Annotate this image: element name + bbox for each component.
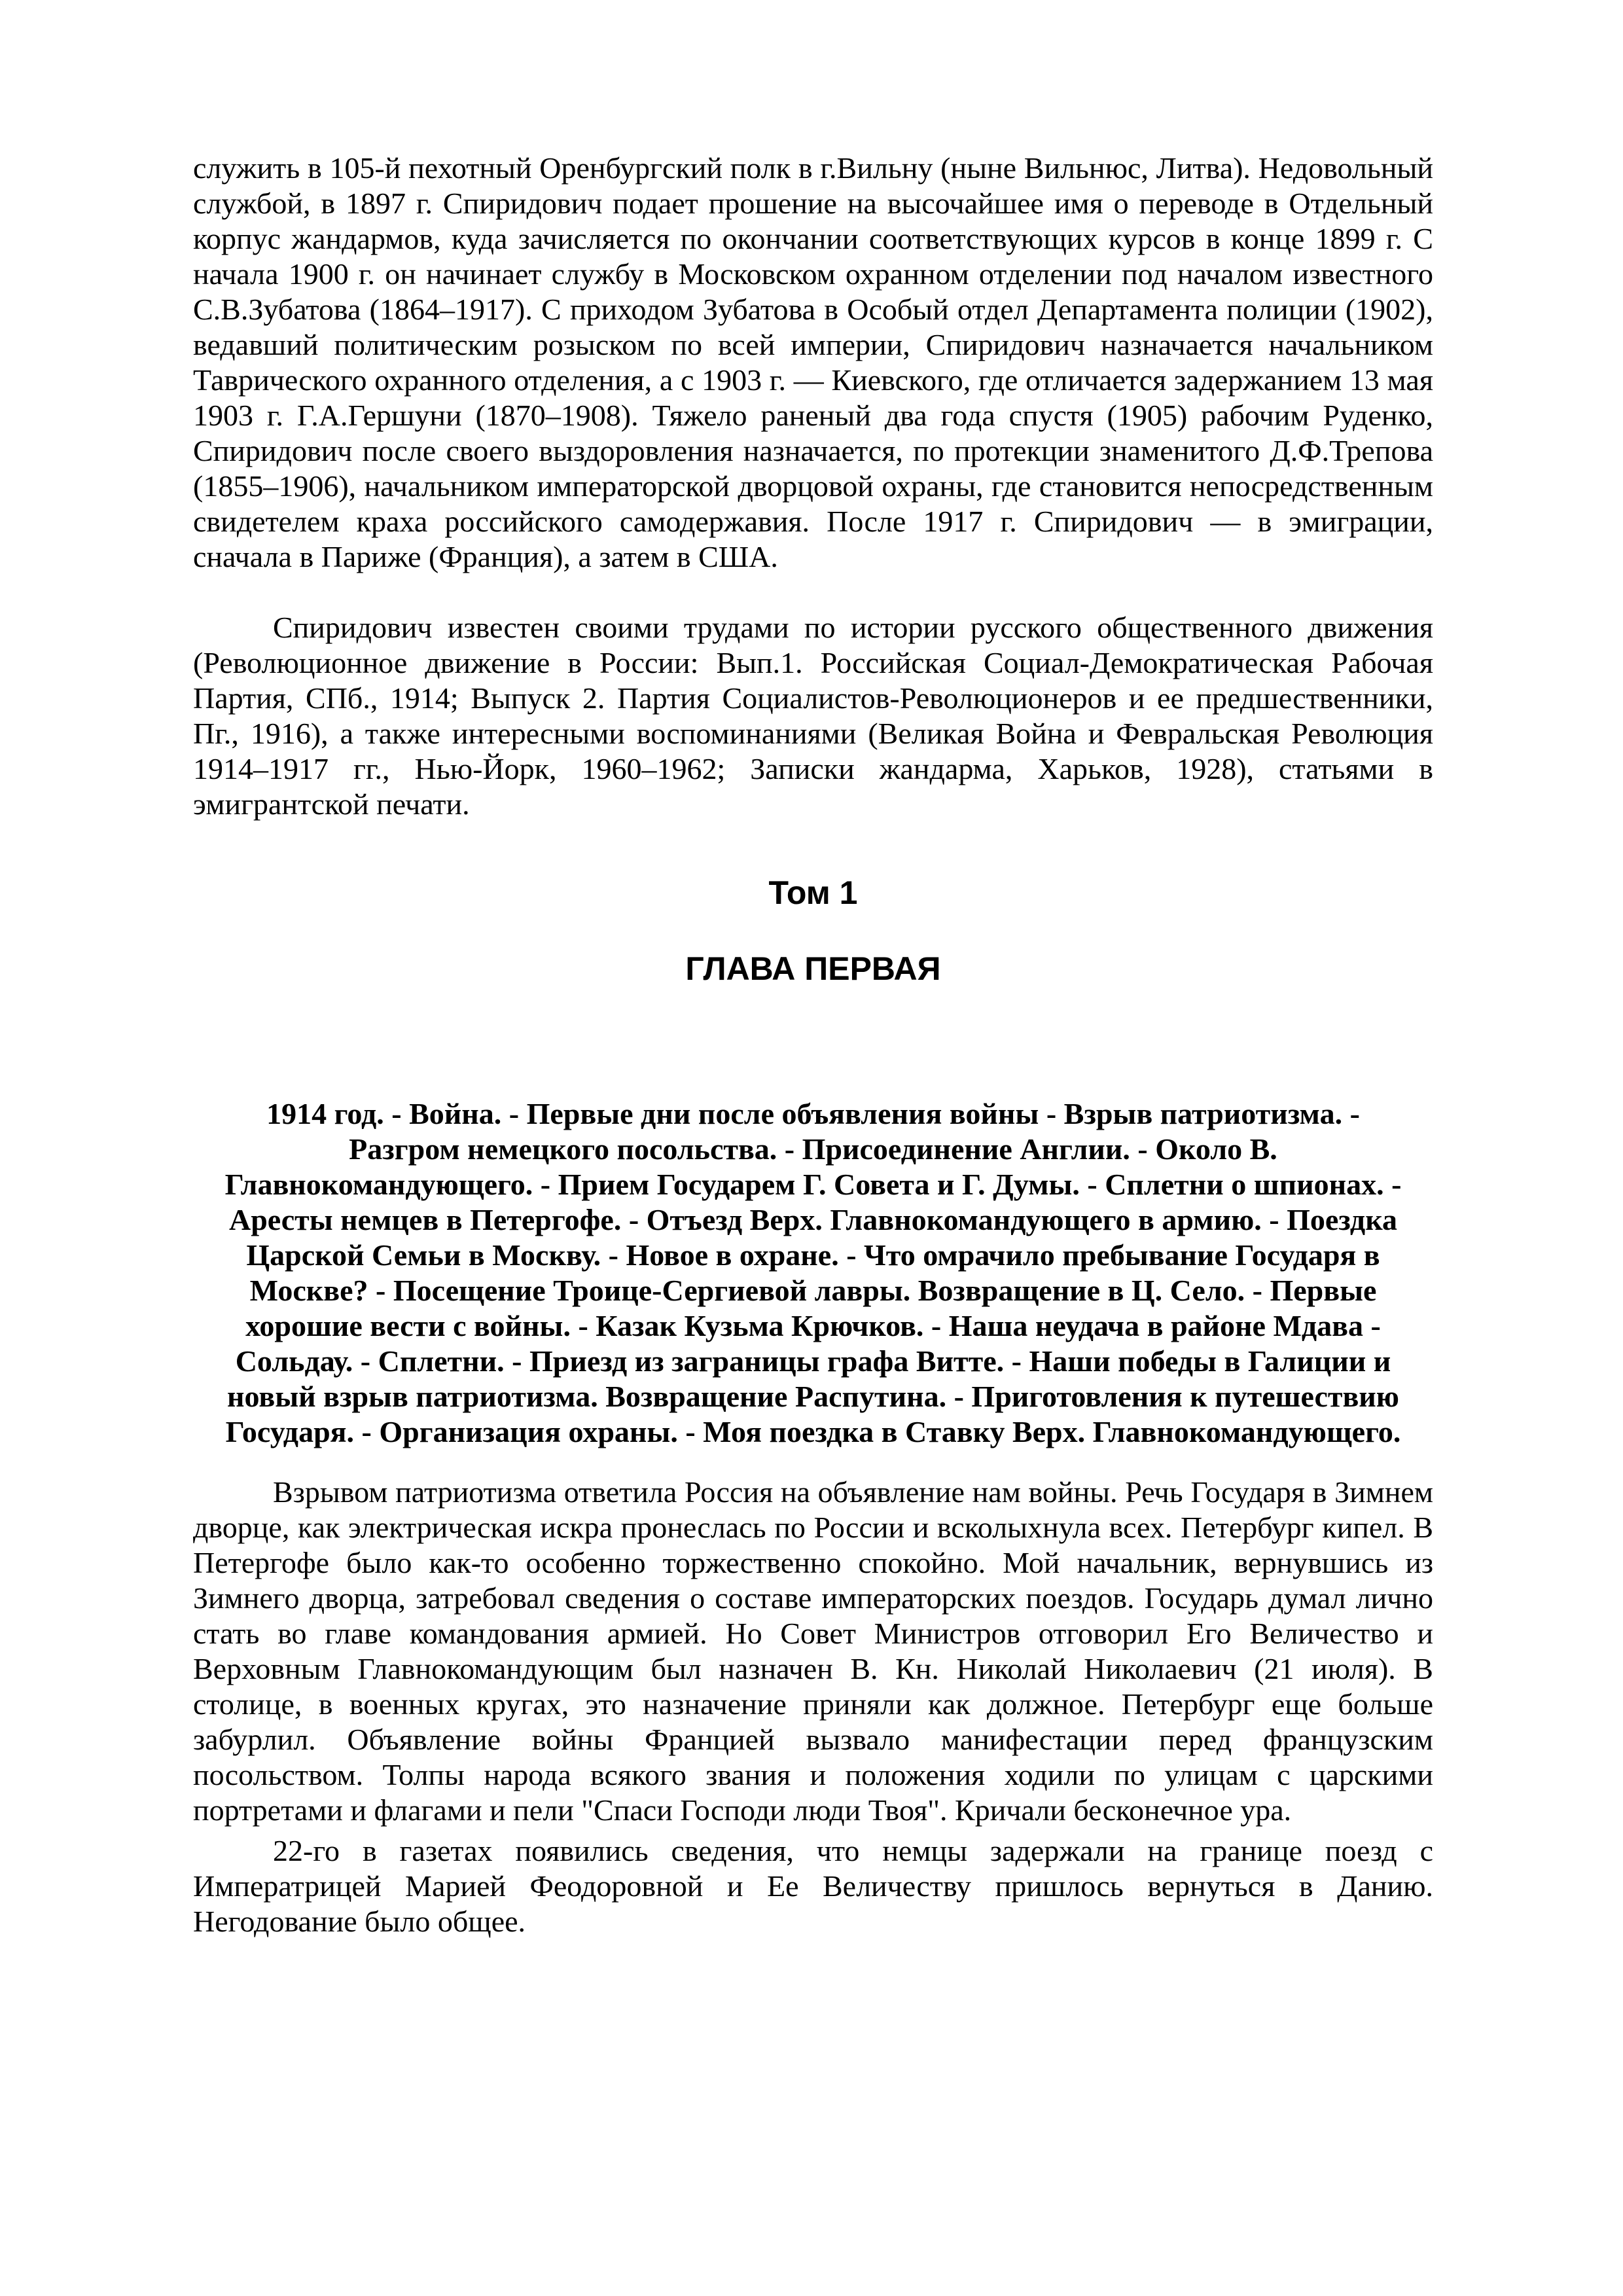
intro-paragraph-1: служить в 105-й пехотный Оренбургский полк в г.Вильну (ныне Вильнюс, Литва). Недовольный службой, в 1897 г. Спиридович подает прошение на высочайшее имя о переводе в Отдельный корпус жандармов, куда зачисляется по окончании соответствующих курсов в конце 1899 г. С начала 1900 г. он начинает службу в Московском охранном отделении под началом известного С.В.Зубатова (1864–1917). С приходом Зубатова в Особый отдел Департамента полиции (1902), ведавший политическим розыском по всей империи, Спиридович назначается начальником Таврического охранного отделения, а с 1903 г. — Киевского, где отличается задержанием 13 мая 1903 г. Г.А.Гершуни (1870–1908). Тяжело раненый два года спустя (1905) рабочим Руденко, Спиридович после своего выздоровления назначается, по протекции знаменитого Д.Ф.Трепова (1855–1906), начальником императорской дворцовой охраны, где становится непосредственным свидетелем краха российского самодержавия. После 1917 г. Спиридович — в эмиграции, сначала в Париже (Франция), а затем в США. [193,151,1433,573]
intro-paragraph-2: Спиридович известен своими трудами по истории русского общественного движения (Революционное движение в России: Вып.1. Российская Социал-Демократическая Рабочая Партия, СПб., 1914; Выпуск 2. Партия Социалистов-Революционеров и ее предшественники, Пг., 1916), а также интересными воспоминаниями (Великая Война и Февральская Революция 1914–1917 гг., Нью-Йорк, 1960–1962; Записки жандарма, Харьков, 1928), статьями в эмигрантской печати. [193,611,1433,821]
chapter-synopsis: 1914 год. - Война. - Первые дни после объявления войны - Взрыв патриотизма. - Разгром немецкого посольства. - Присоединение Англии. - Около В. Главнокомандующего. - Прием Государем Г. Совета и Г. Думы. - Сплетни о шпионах. - Аресты немцев в Петергофе. - Отъезд Верх. Главнокомандующего в армию. - Поездка Царской Семьи в Москву. - Новое в охране. - Что омрачило пребывание Государя в Москве? - Посещение Троице-Сергиевой лавры. Возвращение в Ц. Село. - Первые хорошие вести с войны. - Казак Кузьма Крючков. - Наша неудача в районе Мдава - Сольдау. - Сплетни. - Приезд из заграницы графа Витте. - Наши победы в Галиции и новый взрыв патриотизма. Возвращение Распутина. - Приготовления к путешествию Государя. - Организация охраны. - Моя поездка в Ставку Верх. Главнокомандующего. [224,1097,1402,1448]
volume-title: Том 1 [768,874,858,911]
document-page [193,151,1433,1939]
body-paragraph-1: Взрывом патриотизма ответила Россия на объявление нам войны. Речь Государя в Зимнем дворце, как электрическая искра пронеслась по России и всколыхнула всех. Петербург кипел. В Петергофе было как-то особенно торжественно спокойно. Мой начальник, вернувшись из Зимнего дворца, затребовал сведения о составе императорских поездов. Государь думал лично стать во главе командования армией. Но Совет Министров отговорил Его Величество и Верховным Главнокомандующим был назначен В. Кн. Николай Николаевич (21 июля). В столице, в военных кругах, это назначение приняли как должное. Петербург еще больше забурлил. Объявление войны Францией вызвало манифестации перед французским посольством. Толпы народа всякого звания и положения ходили по улицам с царскими портретами и флагами и пели "Спаси Господи люди Твоя". Кричали бесконечное ура. [193,1475,1433,1827]
body-paragraph-2: 22-го в газетах появились сведения, что немцы задержали на границе поезд с Императрицей Марией Феодоровной и Ее Величеству пришлось вернуться в Данию. Негодование было общее. [193,1834,1433,1938]
chapter-title: ГЛАВА ПЕРВАЯ [685,950,941,987]
